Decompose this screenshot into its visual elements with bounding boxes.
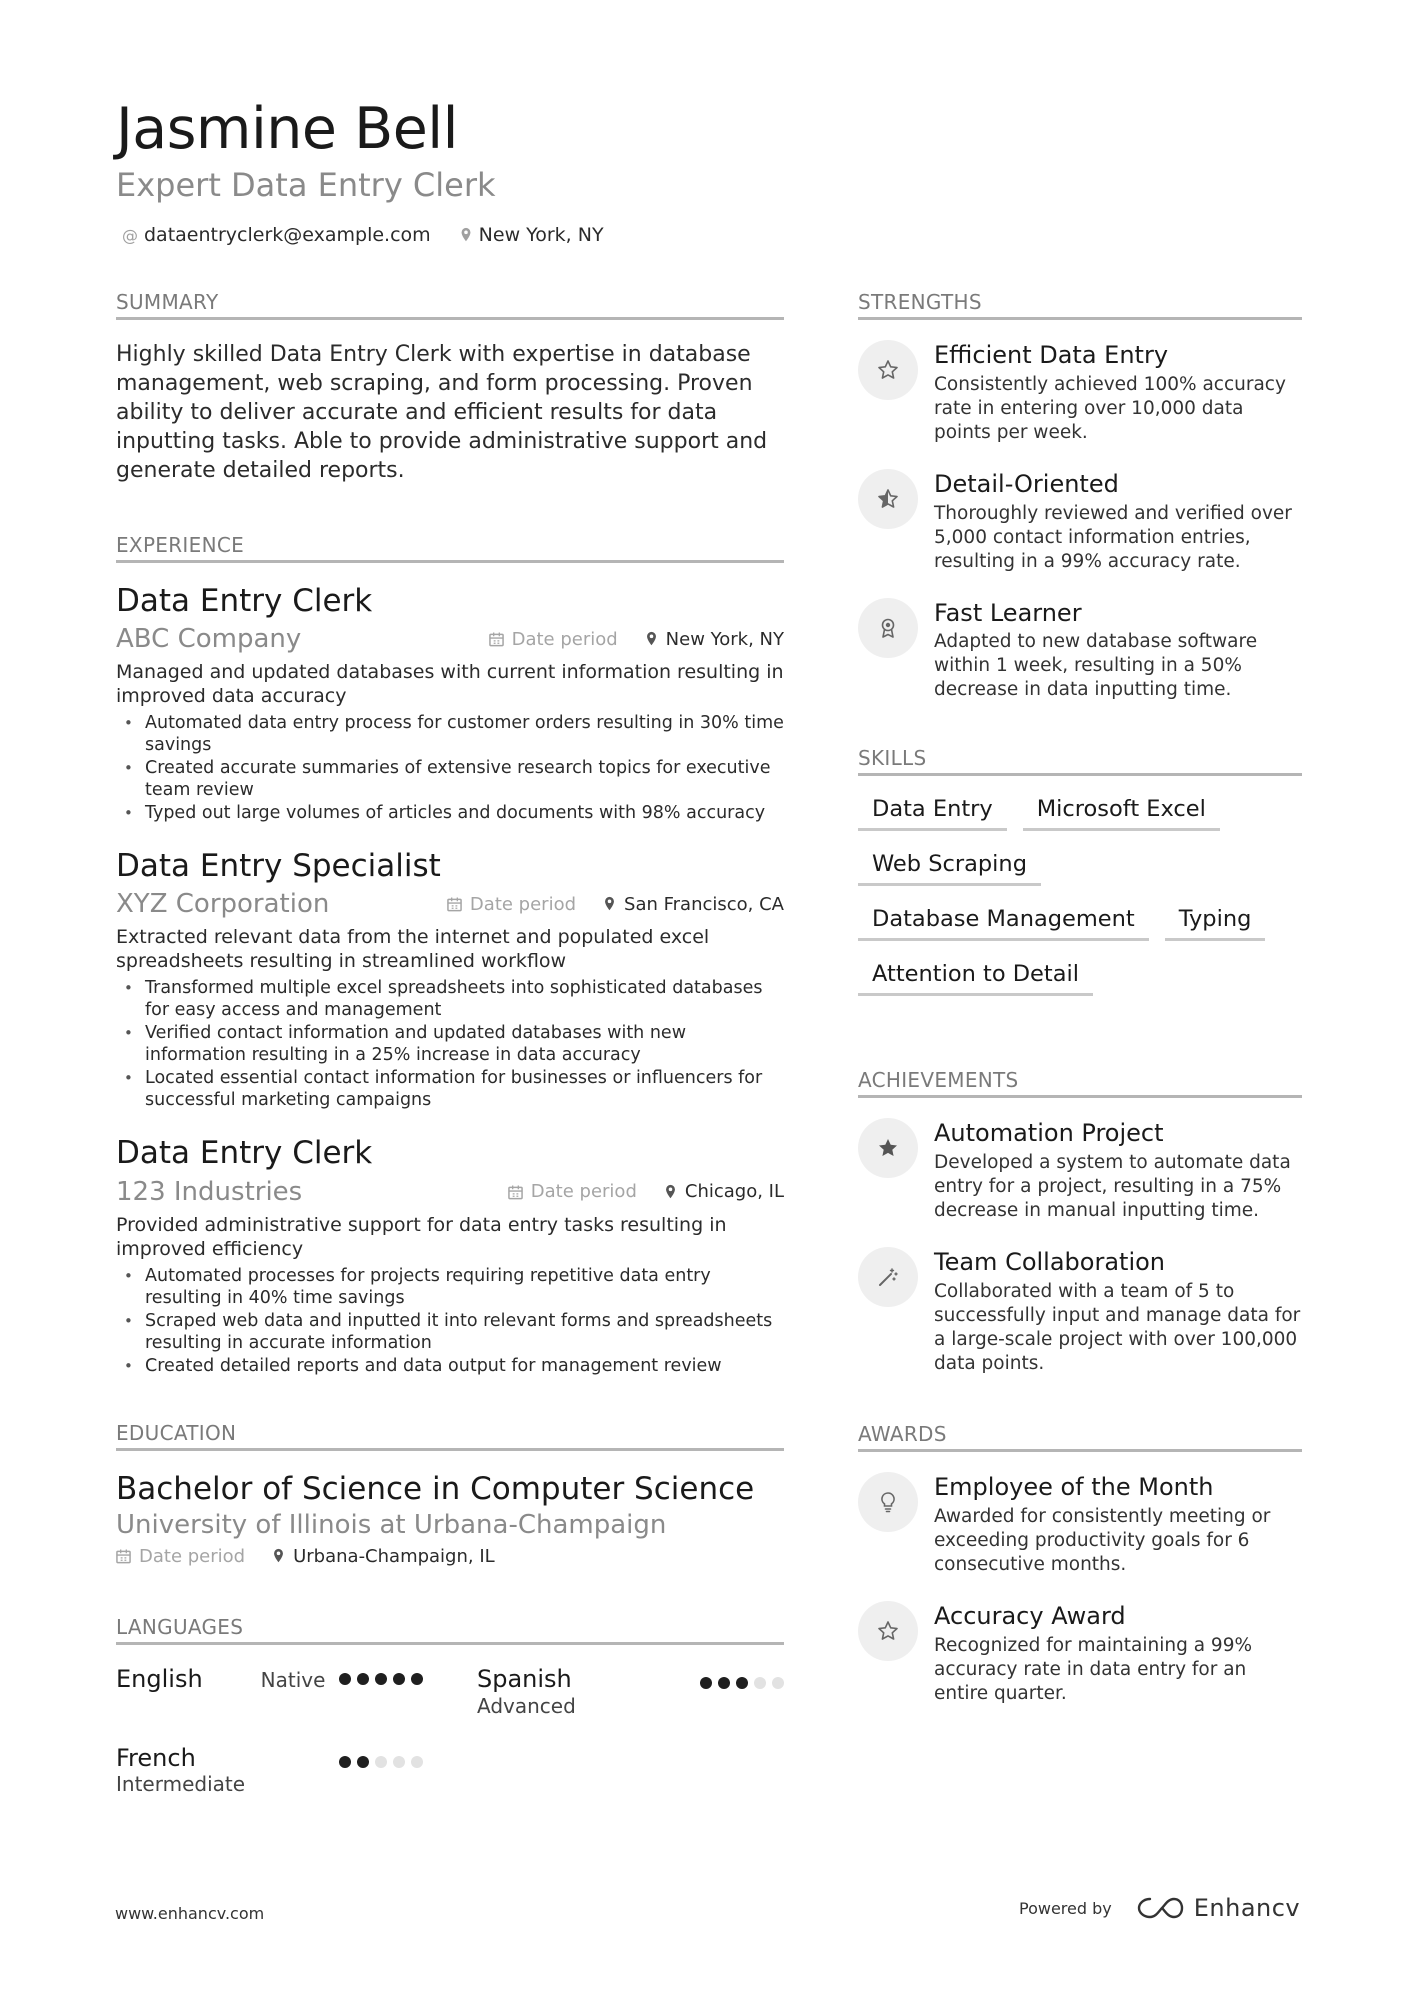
skills-heading: SKILLS: [858, 746, 1302, 776]
achievement-description: Developed a system to automate data entry for a project, resulting in a 75% decrease in manual inputting time.: [934, 1152, 1291, 1222]
language-name: French: [116, 1743, 196, 1772]
enhancv-logo-icon: [1136, 1895, 1184, 1921]
achievement-title: Team Collaboration: [934, 1248, 1166, 1277]
award-description: Awarded for consistently meeting or exceeding productivity goals for 6 consecutive months.: [934, 1505, 1271, 1575]
award-item: [858, 1601, 1302, 1706]
location-pin-icon: [663, 1184, 678, 1200]
contact-email[interactable]: [122, 224, 431, 246]
language-rating: [700, 1677, 784, 1689]
skill-tag: Microsoft Excel: [1023, 796, 1220, 831]
education-location: Urbana-Champaign, IL: [271, 1546, 495, 1567]
calendar-icon: [116, 1548, 131, 1564]
achievement-item: [858, 1247, 1302, 1376]
job-title: Data Entry Clerk: [116, 1135, 373, 1172]
rating-dot-filled: [339, 1673, 351, 1685]
school-name: University of Illinois at Urbana-Champaign: [116, 1509, 667, 1540]
job-title: Data Entry Specialist: [116, 848, 441, 885]
rating-dot-empty: [411, 1756, 423, 1768]
rating-dot-filled: [393, 1673, 405, 1685]
job-description: Extracted relevant data from the internet and populated excel spreadsheets resulting in streamlined workflow: [116, 926, 710, 973]
award-title: Accuracy Award: [934, 1601, 1126, 1630]
strength-title: Efficient Data Entry: [934, 341, 1169, 369]
languages-heading: LANGUAGES: [116, 1615, 784, 1645]
medal-icon: [876, 616, 900, 640]
contact-bar: [122, 224, 604, 246]
skill-tag: Data Entry: [858, 796, 1007, 831]
language-item: [477, 1665, 784, 1718]
language-item: [116, 1744, 423, 1797]
location-pin-icon: [644, 631, 659, 647]
job-description: Provided administrative support for data entry tasks resulting in improved efficiency: [116, 1213, 727, 1260]
rating-dot-filled: [339, 1756, 351, 1768]
bullet-item: • Created detailed reports and data output for management review: [116, 1355, 784, 1377]
company-name: XYZ Corporation: [116, 889, 330, 920]
strength-title: Fast Learner: [934, 598, 1082, 627]
bullet-item: • Typed out large volumes of articles and documents with 98% accuracy: [116, 802, 784, 824]
experience-entry: [116, 1135, 784, 1376]
rating-dot-filled: [411, 1673, 423, 1685]
achievement-description: Collaborated with a team of 5 to successfully input and manage data for a large-scale project with over 100,000 data points.: [934, 1280, 1301, 1374]
left-column: [116, 290, 784, 1796]
degree-title: Bachelor of Science in Computer Science: [116, 1470, 755, 1507]
summary-text: Highly skilled Data Entry Clerk with expertise in database management, web scraping, and form processing. Proven ability to deliver accurate and efficient results for data inputting tasks. Able to provide administrative support and generate detailed reports.: [116, 342, 768, 483]
calendar-icon: [489, 631, 504, 647]
email-text: dataentryclerk@example.com: [144, 224, 431, 246]
rating-dot-empty: [393, 1756, 405, 1768]
job-location: San Francisco, CA: [602, 894, 784, 915]
right-column: [858, 290, 1302, 1730]
languages-list: [116, 1665, 784, 1797]
awards-heading: AWARDS: [858, 1422, 1302, 1452]
language-level: Intermediate: [116, 1772, 246, 1797]
language-level: Native: [260, 1667, 326, 1692]
company-name: ABC Company: [116, 624, 302, 655]
experience-heading: EXPERIENCE: [116, 533, 784, 563]
job-location: Chicago, IL: [663, 1181, 784, 1202]
skill-tag: Typing: [1165, 906, 1266, 941]
strength-description: Consistently achieved 100% accuracy rate in entering over 10,000 data points per week.: [934, 373, 1286, 443]
rating-dot-empty: [772, 1677, 784, 1689]
footer-website[interactable]: www.enhancv.com: [115, 1904, 265, 1923]
skill-tag: Attention to Detail: [858, 961, 1093, 996]
achievements-heading: ACHIEVEMENTS: [858, 1068, 1302, 1098]
calendar-icon: [508, 1184, 523, 1200]
language-rating: [339, 1673, 423, 1685]
language-name: Spanish: [477, 1664, 572, 1693]
award-item: [858, 1472, 1302, 1577]
bullet-item: • Automated data entry process for customer orders resulting in 30% time savings: [116, 712, 784, 756]
bullet-item: • Verified contact information and updated databases with new information resulting in a 25% increase in data accuracy: [116, 1022, 784, 1066]
award-description: Recognized for maintaining a 99% accuracy rate in data entry for an entire quarter.: [934, 1634, 1253, 1704]
language-rating: [339, 1756, 423, 1768]
at-icon: @: [122, 225, 138, 245]
bullet-item: • Automated processes for projects requiring repetitive data entry resulting in 40% time savings: [116, 1265, 784, 1309]
powered-by-text: Powered by: [1019, 1898, 1112, 1918]
location-pin-icon: [459, 227, 473, 243]
rating-dot-filled: [736, 1677, 748, 1689]
strength-item: [858, 340, 1302, 445]
education-date: Date period: [116, 1546, 245, 1567]
strength-title: Detail-Oriented: [934, 469, 1119, 498]
bullet-item: • Located essential contact information for businesses or influencers for successful marketing campaigns: [116, 1067, 784, 1111]
achievement-title: Automation Project: [934, 1119, 1164, 1148]
candidate-name: Jasmine Bell: [116, 96, 458, 162]
strength-description: Adapted to new database software within 1 week, resulting in a 50% decrease in data inputting time.: [934, 631, 1258, 701]
language-name: English: [116, 1664, 203, 1693]
location-text: New York, NY: [478, 224, 604, 246]
footer-brand: [1019, 1894, 1300, 1922]
rating-dot-filled: [700, 1677, 712, 1689]
job-title: Data Entry Clerk: [116, 583, 373, 619]
bullet-item: • Scraped web data and inputted it into relevant forms and spreadsheets resulting in accurate information: [116, 1310, 784, 1354]
bullet-item: • Created accurate summaries of extensive research topics for executive team review: [116, 757, 784, 801]
job-location: New York, NY: [644, 629, 784, 650]
experience-entry: [116, 848, 784, 1111]
rating-dot-empty: [375, 1756, 387, 1768]
job-bullets: [116, 712, 784, 824]
award-title: Employee of the Month: [934, 1472, 1214, 1501]
contact-location: [459, 224, 604, 246]
rating-dot-filled: [375, 1673, 387, 1685]
candidate-title: Expert Data Entry Clerk: [116, 166, 496, 204]
language-level: Advanced: [477, 1693, 576, 1718]
company-name: 123 Industries: [116, 1176, 303, 1207]
job-bullets: [116, 1265, 784, 1377]
summary-heading: SUMMARY: [116, 290, 784, 320]
skill-tag: Database Management: [858, 906, 1149, 941]
calendar-icon: [447, 896, 462, 912]
job-description: Managed and updated databases with current information resulting in improved data accuracy: [116, 661, 784, 708]
star-outline-icon: [876, 358, 900, 382]
job-date: Date period: [489, 629, 618, 650]
magic-wand-icon: [876, 1265, 900, 1289]
bullet-item: • Transformed multiple excel spreadsheets into sophisticated databases for easy access and management: [116, 977, 784, 1021]
location-pin-icon: [602, 896, 617, 912]
job-bullets: [116, 977, 784, 1111]
lightbulb-icon: [876, 1490, 900, 1514]
star-filled-icon: [876, 1136, 900, 1160]
job-date: Date period: [508, 1181, 637, 1202]
enhancv-logo[interactable]: Enhancv: [1136, 1894, 1300, 1922]
location-pin-icon: [271, 1548, 286, 1564]
skill-tag: Web Scraping: [858, 851, 1041, 886]
strength-description: Thoroughly reviewed and verified over 5,000 contact information entries, resulting in a 99% accuracy rate.: [934, 502, 1292, 572]
achievement-item: [858, 1118, 1302, 1223]
star-outline-icon: [876, 1619, 900, 1643]
skills-list: [858, 796, 1302, 996]
education-entry: [116, 1471, 784, 1567]
strengths-heading: STRENGTHS: [858, 290, 1302, 320]
job-date: Date period: [447, 894, 576, 915]
rating-dot-filled: [357, 1673, 369, 1685]
rating-dot-empty: [754, 1677, 766, 1689]
education-heading: EDUCATION: [116, 1421, 784, 1451]
half-star-icon: [876, 487, 900, 511]
strength-item: [858, 469, 1302, 574]
experience-entry: [116, 583, 784, 824]
rating-dot-filled: [718, 1677, 730, 1689]
language-item: [116, 1665, 423, 1718]
strength-item: [858, 598, 1302, 703]
rating-dot-filled: [357, 1756, 369, 1768]
